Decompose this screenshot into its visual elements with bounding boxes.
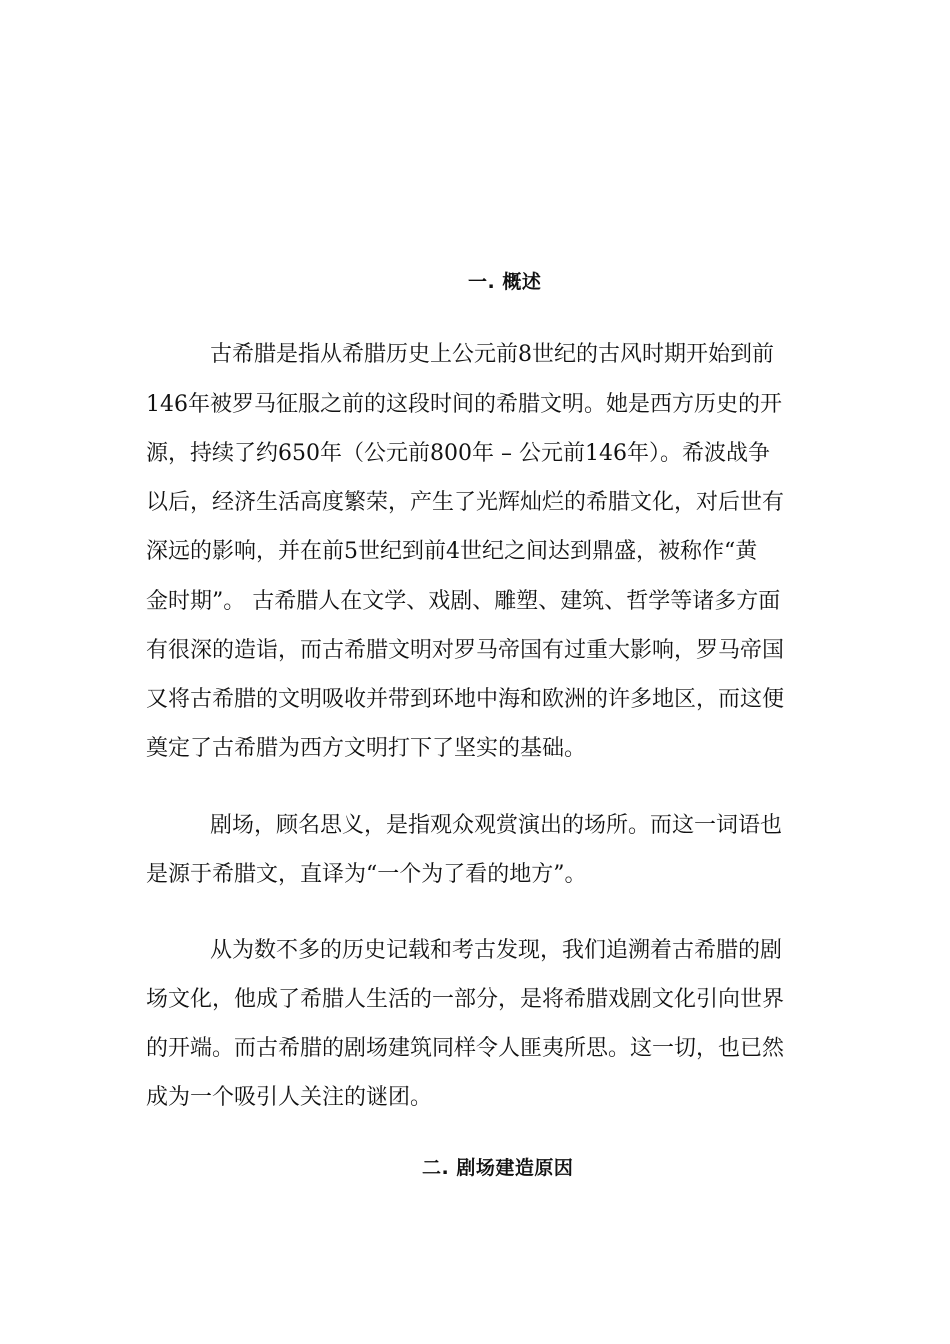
paragraph-line: 古希腊是指从希腊历史上公元前8世纪的古风时期开始到前 [210,342,774,367]
paragraph-line: 的开端。而古希腊的剧场建筑同样令人匪夷所思。这一切，也已然 [146,1036,785,1061]
paragraph-line: 深远的影响，并在前5世纪到前4世纪之间达到鼎盛，被称作“黄 [146,539,758,564]
paragraph-line: 从为数不多的历史记载和考古发现，我们追溯着古希腊的剧 [210,938,783,963]
paragraph-line: 源，持续了约650年（公元前800年 – 公元前146年）。希波战争 [146,441,770,466]
paragraph-line: 成为一个吸引人关注的谜团。 [146,1085,433,1110]
paragraph-line: 剧场，顾名思义，是指观众观赏演出的场所。而这一词语也 [210,813,783,838]
paragraph-line: 有很深的造诣，而古希腊文明对罗马帝国有过重大影响，罗马帝国 [146,638,785,663]
section-heading-construction-reasons: 二. 剧场建造原因 [422,1157,574,1179]
paragraph-line: 是源于希腊文，直译为“一个为了看的地方”。 [146,862,587,887]
paragraph-line: 金时期”。 古希腊人在文学、戏剧、雕塑、建筑、哲学等诸多方面 [146,589,781,614]
paragraph-line: 奠定了古希腊为西方文明打下了坚实的基础。 [146,736,587,761]
paragraph-line: 又将古希腊的文明吸收并带到环地中海和欧洲的许多地区，而这便 [146,687,785,712]
paragraph-line: 场文化，他成了希腊人生活的一部分，是将希腊戏剧文化引向世界 [146,987,785,1012]
paragraph-line: 以后，经济生活高度繁荣，产生了光辉灿烂的希腊文化，对后世有 [146,490,785,515]
section-heading-overview: 一. 概述 [468,271,542,293]
paragraph-line: 146年被罗马征服之前的这段时间的希腊文明。她是西方历史的开 [146,392,782,417]
